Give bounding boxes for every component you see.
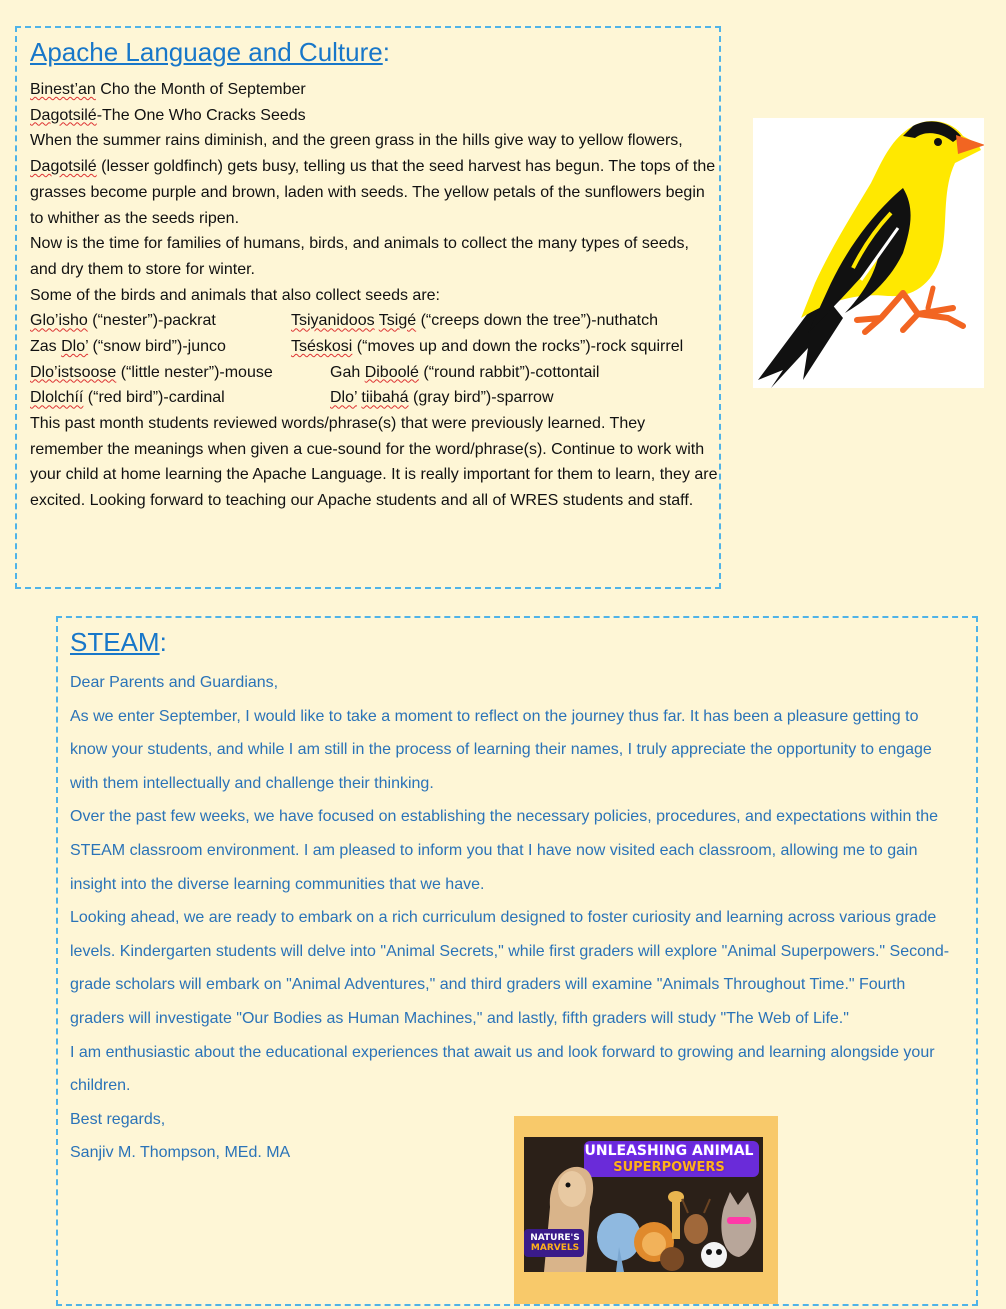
letter-closing: Best regards, — [70, 1110, 166, 1128]
letter-paragraph: As we enter September, I would like to take a moment to reflect on the journey thus far. It has been a pleasure getting to know your students, and while I am still in the process of learning their names, I truly appreciate the opportunity to engage with them intellectually and challenge their thinking. — [70, 707, 932, 792]
steam-heading — [70, 627, 167, 657]
apache-month-line — [30, 77, 720, 103]
creature-left — [30, 360, 273, 386]
paragraph-2-text: (lesser goldfinch) gets busy, telling us that the seed harvest has begun. The tops of the grasses become purple and brown, laden with seeds. The yellow petals of the sunflowers begin to whither as the seeds ripen. — [30, 158, 716, 227]
creature-text: (gray bird”)-sparrow — [408, 389, 554, 407]
apache-word: Tsigé — [378, 312, 417, 330]
month-line-text: Cho the Month of September — [95, 81, 306, 98]
creature-text: (“moves up and down the rocks”)-rock squirrel — [352, 338, 684, 356]
letter-paragraph: Over the past few weeks, we have focused on establishing the necessary policies, procedures, and expectations within the STEAM classroom environment. I am pleased to inform you that I have now visited each classroom, allowing me to gain insight into the diverse learning communities that we have. — [70, 808, 939, 893]
creature-text: (“creeps down the tree”)-nuthatch — [416, 312, 659, 330]
creature-list — [30, 308, 720, 411]
steam-heading-colon: : — [159, 627, 167, 657]
month-apache-word: Binest’an — [30, 81, 96, 98]
creature-right — [330, 385, 554, 411]
apache-body — [30, 77, 720, 514]
goldfinch-apache-word: Dagotsilé — [30, 158, 97, 176]
creature-text: (“round rabbit”)-cottontail — [418, 363, 600, 381]
creature-row — [30, 334, 720, 360]
apache-word: Dlo’ — [330, 389, 357, 407]
creature-left — [30, 334, 226, 360]
letter-paragraph: I am enthusiastic about the educational experiences that await us and look forward to growing and learning alongside your children. — [70, 1043, 935, 1095]
apache-word: Glo’isho — [30, 312, 88, 330]
creature-text: (“red bird”)-cardinal — [83, 389, 225, 407]
title-line-text: -The One Who Cracks Seeds — [96, 106, 306, 124]
apache-word: tiibahá — [361, 389, 409, 407]
apache-paragraph-5: This past month students reviewed words/phrase(s) that were previously learned. They remember the meanings when given a cue-sound for the word/phrase(s). Continue to work with your child at home learning the Apache Language. It is really important for them to learn, they are excited. Looking forward to teaching our Apache students and all of WRES students and staff. — [30, 415, 718, 510]
creature-right — [291, 308, 658, 334]
apache-paragraph-4: Some of the birds and animals that also collect seeds are: — [30, 286, 440, 304]
creature-text: Gah — [330, 363, 365, 381]
letter-signature: Sanjiv M. Thompson, MEd. MA — [70, 1144, 291, 1162]
apache-word: Tsiyanidoos — [291, 312, 375, 330]
creature-text: (“nester”)-packrat — [87, 312, 216, 330]
creature-row — [30, 385, 720, 411]
goldfinch-illustration — [753, 118, 984, 388]
apache-word: Tséskosi — [291, 338, 353, 356]
steam-letter — [70, 666, 960, 1170]
poster-badge — [527, 1233, 583, 1253]
apache-word: Dlo’istsoose — [30, 363, 117, 381]
poster-image — [524, 1137, 763, 1272]
apache-heading-colon: : — [382, 37, 390, 67]
letter-paragraph: Looking ahead, we are ready to embark on a rich curriculum designed to foster curiosity and learning across various grade levels. Kindergarten students will delve into "Animal Secrets," while first graders will explore "Animal Superpowers." Second-grade scholars will embark on "Animal Adventures," and third graders will examine "Animals Throughout Time." Fourth graders will investigate "Our Bodies as Human Machines," and lastly, fifth graders will study "The Web of Life." — [70, 909, 950, 1027]
creature-row — [30, 360, 720, 386]
apache-paragraph-1: When the summer rains diminish, and the green grass in the hills give way to yellow flowers, — [30, 132, 683, 150]
creature-row — [30, 308, 720, 334]
poster-title: UNLEASHING ANIMAL — [584, 1143, 754, 1159]
apache-word: Dlolchíí — [30, 389, 84, 407]
steam-heading-text: STEAM — [70, 627, 160, 657]
poster-subtitle: SUPERPOWERS — [613, 1160, 725, 1175]
creature-left — [30, 385, 225, 411]
apache-section — [15, 26, 721, 589]
apache-paragraph-2 — [30, 154, 720, 231]
creature-right — [330, 360, 599, 386]
goldfinch-icon — [753, 118, 984, 388]
poster-badge-line1: NATURE'S — [530, 1233, 580, 1243]
creature-left — [30, 308, 216, 334]
apache-word: Diboolé — [364, 363, 419, 381]
apache-word: Dlo’ — [61, 338, 89, 356]
letter-greeting: Dear Parents and Guardians, — [70, 674, 279, 691]
creature-text: Zas — [30, 338, 62, 356]
creature-text: (“snow bird”)-junco — [88, 338, 226, 356]
apache-title-line — [30, 103, 720, 129]
apache-paragraph-3: Now is the time for families of humans, birds, and animals to collect the many types of seeds, and dry them to store for winter. — [30, 235, 689, 278]
creature-right — [291, 334, 683, 360]
apache-heading — [30, 37, 390, 67]
creature-text: (“little nester”)-mouse — [116, 363, 273, 381]
apache-heading-text: Apache Language and Culture — [30, 37, 383, 67]
poster-badge-line2: MARVELS — [530, 1243, 580, 1253]
title-apache-word: Dagotsilé — [30, 106, 97, 124]
animal-superpowers-poster — [514, 1116, 778, 1304]
